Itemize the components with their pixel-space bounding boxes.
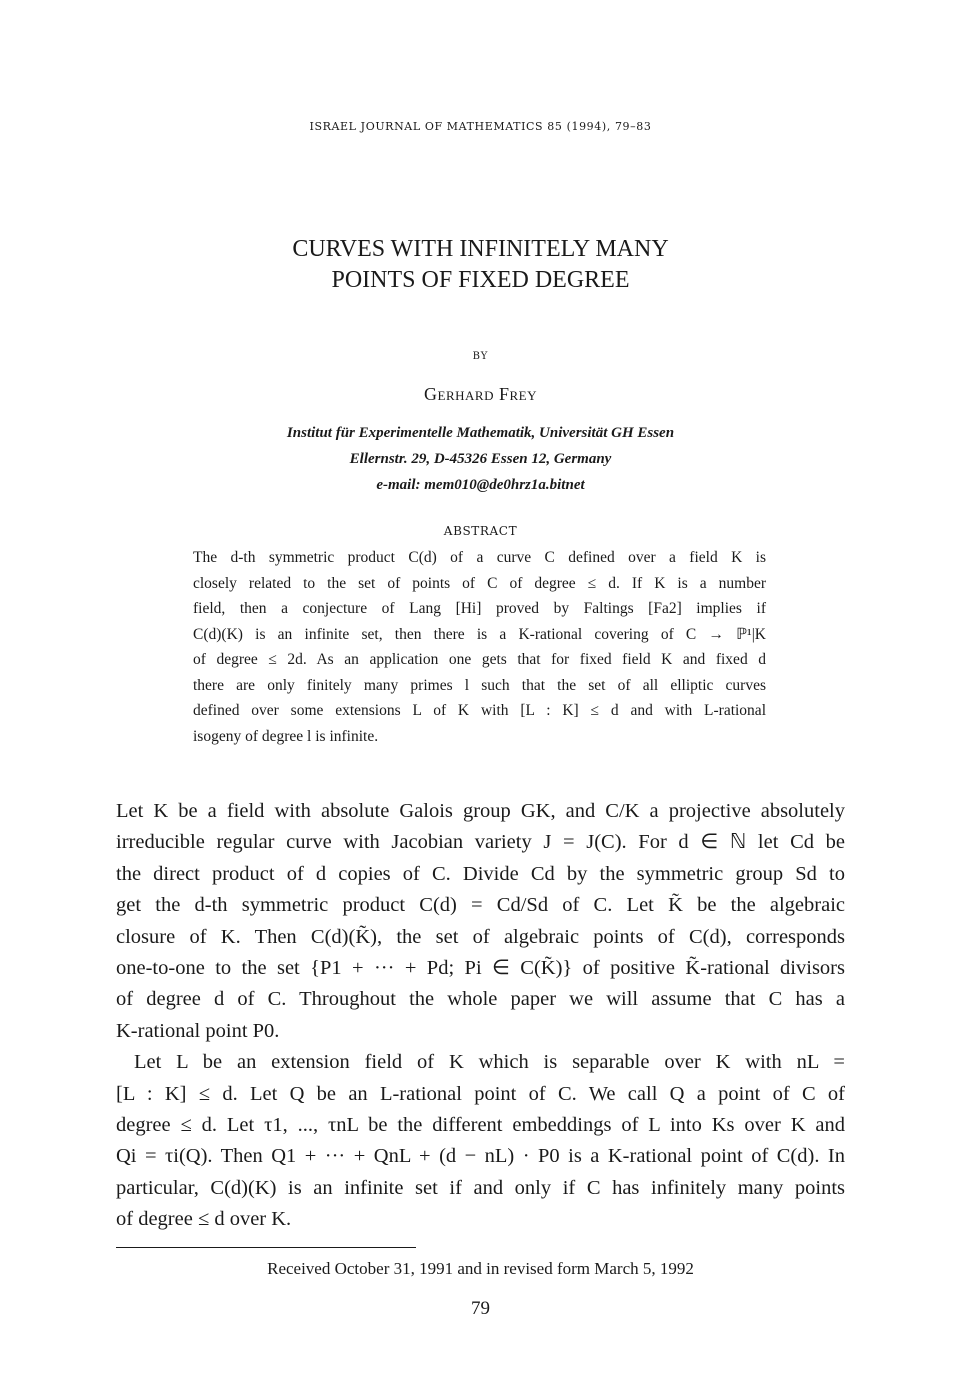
body-line: degree ≤ d. Let τ1, ..., τnL be the different embeddings of L into Ks over K and (116, 1113, 845, 1136)
title-line-1: CURVES WITH INFINITELY MANY (292, 236, 669, 262)
body-text (116, 796, 845, 1235)
abstract-line: isogeny of degree l is infinite. (193, 727, 379, 745)
abstract-line: of degree ≤ 2d. As an application one gets that for fixed field K and fixed d (193, 651, 766, 668)
footnote-rule (116, 1247, 416, 1248)
paragraph-2 (116, 1047, 845, 1235)
affiliation-address: Ellernstr. 29, D-45326 Essen 12, Germany (349, 451, 612, 467)
affiliation-institute: Institut für Experimentelle Mathematik, Universität GH Essen (286, 425, 675, 441)
abstract-line: defined over some extensions L of K with [L : K] ≤ d and with L-rational (193, 702, 766, 719)
body-line: K-rational point P0. (116, 1019, 280, 1042)
paper-title (0, 234, 961, 296)
abstract-line: C(d)(K) is an infinite set, then there is a K-rational covering of C → ℙ¹|K (193, 625, 766, 643)
body-line: the direct product of d copies of C. Divide Cd by the symmetric group Sd to (116, 862, 845, 885)
author-name: Gerhard Frey (424, 384, 537, 404)
body-line: closure of K. Then C(d)(K̃), the set of algebraic points of C(d), corresponds (116, 925, 845, 948)
abstract-text (193, 545, 766, 749)
body-line: irreducible regular curve with Jacobian variety J = J(C). For d ∈ ℕ let Cd be (116, 831, 845, 854)
body-line: get the d-th symmetric product C(d) = Cd/Sd of C. Let K̃ be the algebraic (116, 894, 845, 917)
body-line: Let L be an extension field of K which is separable over K with nL = (134, 1051, 845, 1074)
body-line: [L : K] ≤ d. Let Q be an L-rational point of C. We call Q a point of C of (116, 1082, 845, 1105)
title-line-2: POINTS OF FIXED DEGREE (331, 267, 630, 293)
body-line: particular, C(d)(K) is an infinite set if and only if C has infinitely many points (116, 1176, 845, 1199)
abstract-line: there are only finitely many primes l such that the set of all elliptic curves (193, 676, 766, 694)
abstract-line: The d-th symmetric product C(d) of a curve C defined over a field K is (193, 549, 766, 566)
body-line: of degree d of C. Throughout the whole paper we will assume that C has a (116, 988, 845, 1011)
body-line: Let K be a field with absolute Galois group GK, and C/K a projective absolutely (116, 800, 845, 822)
body-line: of degree ≤ d over K. (116, 1208, 292, 1231)
author-affiliation (0, 420, 961, 498)
body-line: one-to-one to the set {P1 + ··· + Pd; Pi ∈ C(K̃)} of positive K̃-rational divisors (116, 956, 845, 979)
abstract-heading: ABSTRACT (443, 524, 518, 538)
abstract-line: closely related to the set of points of C of degree ≤ d. If K is a number (193, 574, 766, 592)
received-date-footnote: Received October 31, 1991 and in revised form March 5, 1992 (267, 1259, 694, 1278)
paragraph-1 (116, 796, 845, 1047)
byline: BY (472, 351, 489, 362)
body-line: Qi = τi(Q). Then Q1 + ··· + QnL + (d − nL) · P0 is a K-rational point of C(d). In (116, 1145, 845, 1168)
running-head: ISRAEL JOURNAL OF MATHEMATICS 85 (1994), 79–83 (309, 120, 652, 133)
abstract-line: field, then a conjecture of Lang [Hi] proved by Faltings [Fa2] implies if (193, 600, 766, 617)
affiliation-email: e-mail: mem010@de0hrz1a.bitnet (376, 477, 585, 493)
page-number: 79 (471, 1298, 490, 1319)
